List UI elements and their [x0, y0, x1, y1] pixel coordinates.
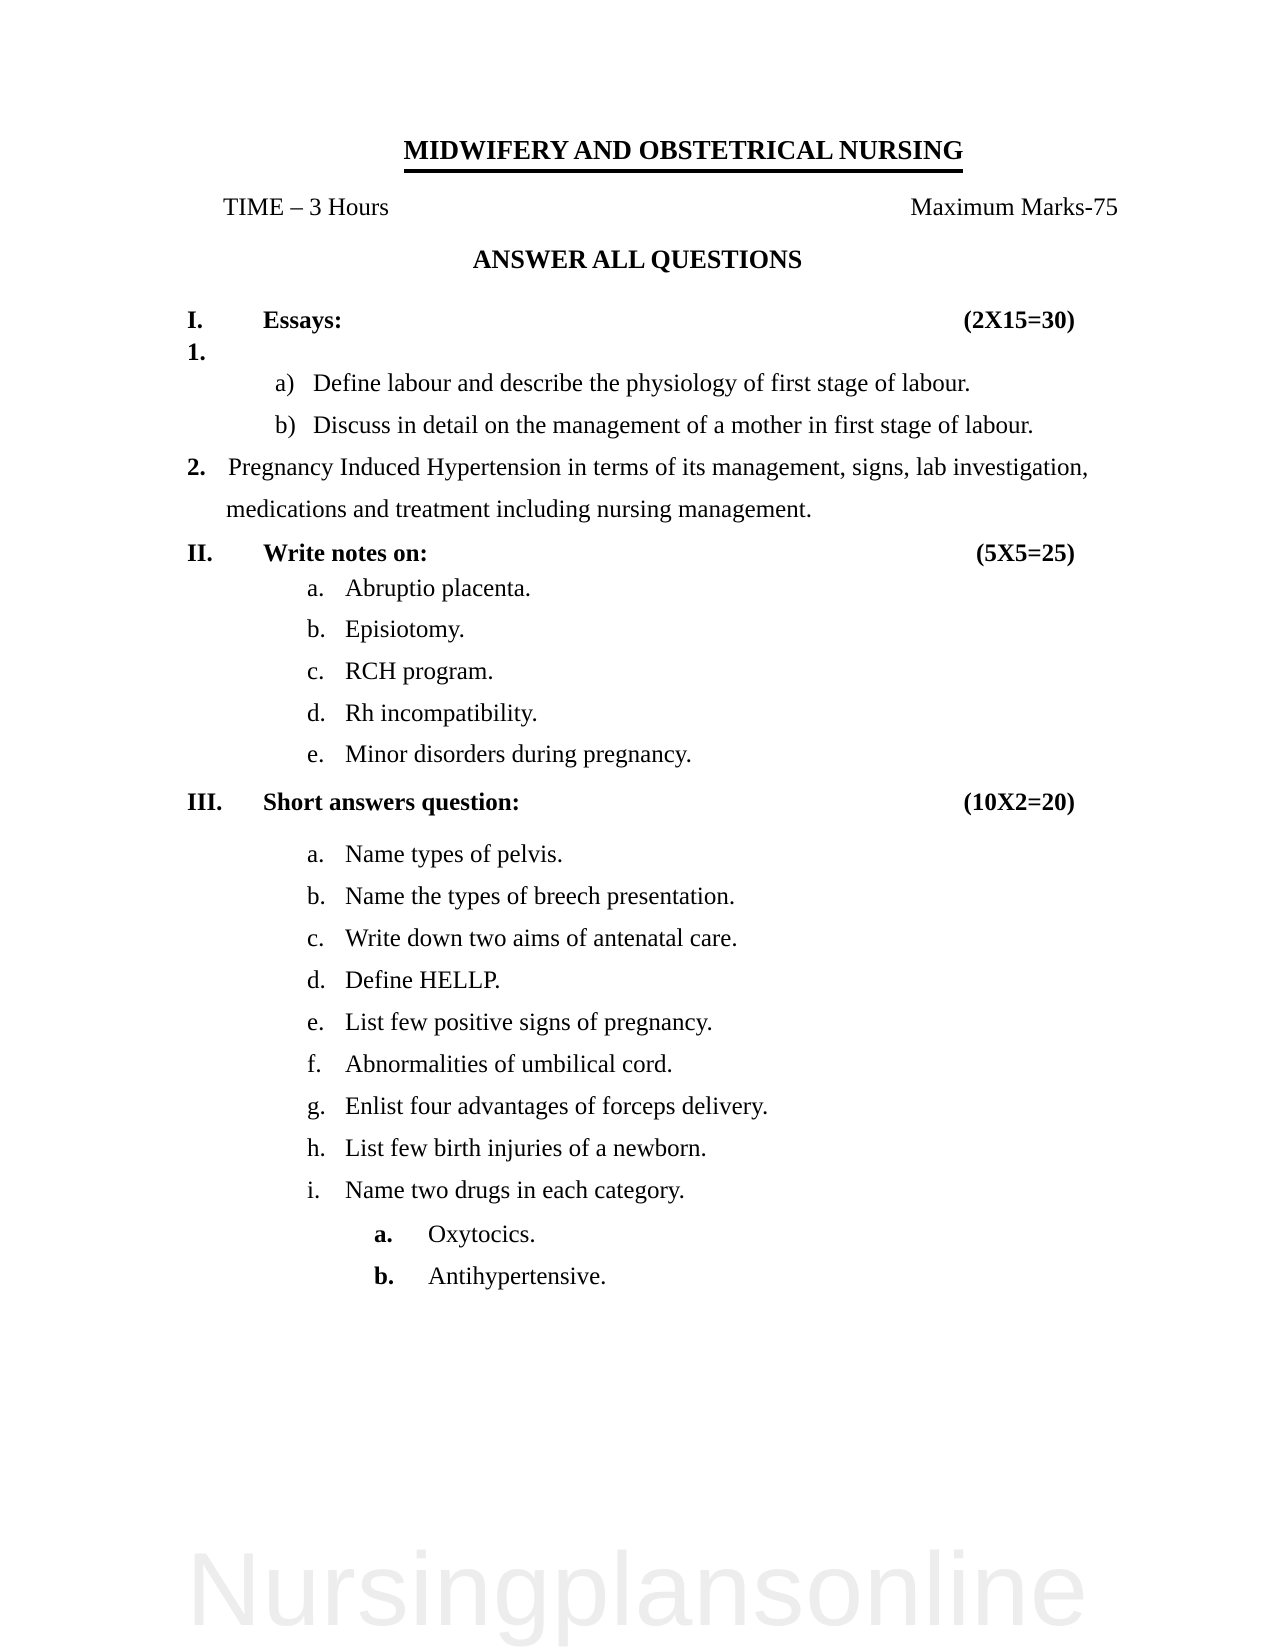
answer-instruction: ANSWER ALL QUESTIONS: [472, 245, 803, 274]
s3-item-marker: g.: [307, 1093, 326, 1120]
s3-item-marker: d.: [307, 967, 326, 994]
section3-heading: Short answers question:: [263, 789, 520, 816]
q1b-text: Discuss in detail on the management of a mother in first stage of labour.: [313, 412, 1034, 439]
s3-item-text: Define HELLP.: [345, 967, 501, 994]
s2-item-text: RCH program.: [345, 658, 494, 685]
question2-line2: medications and treatment including nursing management.: [226, 496, 812, 523]
section1-numeral: I.: [187, 307, 203, 334]
page-title: MIDWIFERY AND OBSTETRICAL NURSING: [404, 133, 964, 173]
s2-item-text: Rh incompatibility.: [345, 700, 538, 727]
q1b-marker: b): [275, 412, 296, 439]
s3-item-text: Name two drugs in each category.: [345, 1177, 685, 1204]
s2-item-text: Episiotomy.: [345, 616, 465, 643]
section1-marks: (2X15=30): [963, 307, 1075, 334]
watermark: Nursingplansonline: [186, 1532, 1089, 1648]
maximum-marks: Maximum Marks-75: [910, 194, 1118, 221]
s3-item-text: Name types of pelvis.: [345, 841, 564, 868]
s3-item-text: Abnormalities of umbilical cord.: [345, 1051, 673, 1078]
s3-subitem-marker: b.: [374, 1263, 395, 1290]
section3-numeral: III.: [187, 789, 223, 816]
s3-subitem-text: Oxytocics.: [428, 1221, 536, 1248]
question1-number: 1.: [187, 339, 206, 366]
question2-number: 2.: [187, 454, 206, 481]
section3-marks: (10X2=20): [963, 789, 1075, 816]
s2-item-marker: c.: [307, 658, 325, 685]
section2-numeral: II.: [187, 540, 213, 567]
s3-item-marker: h.: [307, 1135, 326, 1162]
section1-heading: Essays:: [263, 307, 343, 334]
s3-item-marker: c.: [307, 925, 325, 952]
s3-item-marker: e.: [307, 1009, 325, 1036]
s3-item-text: Write down two aims of antenatal care.: [345, 925, 738, 952]
q1a-text: Define labour and describe the physiology of first stage of labour.: [313, 370, 971, 397]
s3-item-text: Name the types of breech presentation.: [345, 883, 736, 910]
question2-line1: Pregnancy Induced Hypertension in terms of its management, signs, lab investigation,: [228, 454, 1089, 481]
s3-item-text: List few positive signs of pregnancy.: [345, 1009, 713, 1036]
s2-item-marker: b.: [307, 616, 326, 643]
s3-item-marker: f.: [307, 1051, 322, 1078]
s3-subitem-marker: a.: [374, 1221, 393, 1248]
section2-marks: (5X5=25): [976, 540, 1075, 567]
s3-item-marker: i.: [307, 1177, 321, 1204]
s3-item-text: List few birth injuries of a newborn.: [345, 1135, 707, 1162]
s2-item-text: Abruptio placenta.: [345, 575, 532, 602]
s3-item-marker: b.: [307, 883, 326, 910]
q1a-marker: a): [275, 370, 295, 397]
s3-item-marker: a.: [307, 841, 325, 868]
s2-item-marker: d.: [307, 700, 326, 727]
page-title-row: [0, 133, 1275, 173]
section2-heading: Write notes on:: [263, 540, 428, 567]
s3-item-text: Enlist four advantages of forceps delivery.: [345, 1093, 769, 1120]
s2-item-marker: a.: [307, 575, 325, 602]
s2-item-marker: e.: [307, 741, 325, 768]
s2-item-text: Minor disorders during pregnancy.: [345, 741, 692, 768]
s3-subitem-text: Antihypertensive.: [428, 1263, 607, 1290]
time-allowed: TIME – 3 Hours: [223, 194, 389, 221]
